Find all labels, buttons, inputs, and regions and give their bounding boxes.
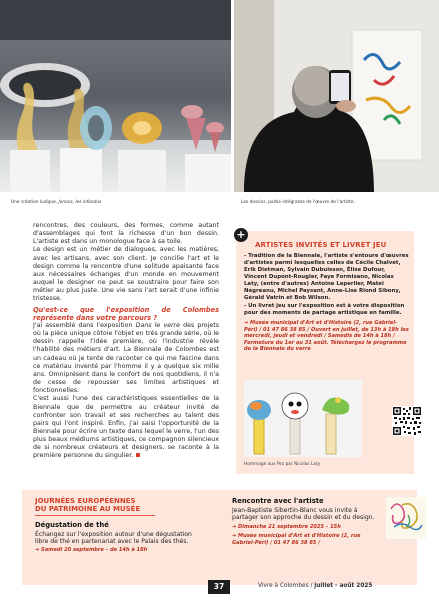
bottom-heading-line1: JOURNÉES EUROPÉENNES xyxy=(35,497,136,505)
article-question-heading: Qu'est-ce que l'exposition de Colombes représente dans votre parcours ? xyxy=(33,305,219,322)
page-number-box xyxy=(208,580,230,594)
meet-arrow-icon: ➔ xyxy=(232,524,239,531)
footer-mag-title: Vivre à Colombes xyxy=(258,583,309,589)
glass-sculptures-image xyxy=(0,0,231,192)
arrow-icon: ➔ xyxy=(244,320,251,326)
pez-dispensers-photo xyxy=(244,380,362,457)
meet-text: Jean-Baptiste Sibertin-Blanc vous invite à partager son approche du dessin et du design. xyxy=(232,506,375,522)
photo-glass-sculptures xyxy=(0,0,231,192)
meet-event xyxy=(232,497,384,547)
sidebar-content xyxy=(244,253,410,353)
tea-arrow-icon: ➔ xyxy=(35,547,42,554)
sidebar-title: ARTISTES INVITÉS ET LIVRET JEU xyxy=(255,241,387,249)
caption-left xyxy=(11,200,211,206)
article-paragraph-1: rencontres, des couleurs, des formes, comme autant d'assemblages qui font la richesse d'un bon dessin. L'artiste est dans un monologue face à sa toile. xyxy=(33,222,219,246)
tea-date-text: Samedi 20 septembre – de 14h à 18h xyxy=(41,547,148,554)
meet-info-text: Musée municipal d'Art et d'Histoire (2, rue Gabriel-Péri) / 01 47 86 38 85 / xyxy=(232,533,361,547)
article-p3-start: J'ai assemblé dans l'exposition xyxy=(33,321,136,329)
caption-left-plain: Une création xyxy=(11,200,40,205)
footer-issue: juillet - août 2025 xyxy=(314,583,373,589)
pez-dispensers-image xyxy=(244,380,362,457)
meet-title: Rencontre avec l'artiste xyxy=(232,497,324,505)
photo-visitor-smartphone xyxy=(234,0,439,192)
visitor-photographing-image xyxy=(234,0,439,192)
qr-code[interactable] xyxy=(392,406,422,436)
page-number: 37 xyxy=(213,582,225,591)
artist-drawing-thumbnail xyxy=(386,497,426,539)
tea-text: Échangez sur l'exposition autour d'une dégustation libre de thé en partenariat avec le Palais des thés. xyxy=(35,530,192,546)
meet-info xyxy=(232,533,384,547)
tea-date xyxy=(35,547,203,554)
meet-date xyxy=(232,524,384,531)
drawing-image xyxy=(386,497,426,539)
plus-icon: + xyxy=(236,228,246,241)
caption-right xyxy=(241,200,431,206)
footer-separator: / xyxy=(308,583,315,589)
tea-title: Dégustation de thé xyxy=(35,521,109,529)
bottom-heading-line2: DU PATRIMOINE AU MUSÉE xyxy=(35,505,141,514)
footer-magazine xyxy=(258,582,428,591)
article-p3-italic: Dans le verre xyxy=(135,321,181,329)
sidebar-item-artists: - Tradition de la Biennale, l'artiste s'entoure d'œuvres d'artistes parmi lesquelles celles de Cécile Chalvet, Erik Dietman, Sylvain Dubuisson, Élise Dufour, Vincent Dupont-Rougier, Faye Formisano, Nicolas Laty, (entre d'autres) Antoine Leperlier, Matei Négreanu, Michel Paysant, Anne-Lise Riond Sibony, Gérald Vatrin et Bob Wilson. xyxy=(244,253,409,301)
sidebar-museum-info xyxy=(244,320,410,353)
article-column xyxy=(33,222,219,461)
sidebar-item-booklet: - Un livret jeu sur l'exposition est à votre disposition pour des moments de partage artistique en famille. xyxy=(244,303,405,316)
meet-date-text: Dimanche 21 septembre 2025 – 15h xyxy=(238,524,341,531)
caption-right-text: Les dessins, partie intégrante de l'œuvre de l'artiste. xyxy=(241,200,355,205)
article-p4-text: C'est aussi l'une des caractéristiques essentielles de la Biennale que de permettre au créateur invité de confronter son travail et ses recherches au talent des pairs qui l'ont inspiré. Enfin, j'ai saisi l'opportunité de la Biennale pour écrire un texte dans lequel le verre, l'un des plus beaux médiums artistiques, ce compagnon silencieux de si nombreux créateurs et designers, se raconte à la première personne du singulier. xyxy=(33,395,219,460)
pez-photo-caption: Hommage aux Pez par Nicolas Laty xyxy=(244,462,321,467)
article-p3-end: des projets où la pièce unique côtoie l'objet en très grande série, où le dessin rappelle l'idée première, où l'industrie révèle l'habilité des métiers d'art. La Biennale de Colombes est un cadeau où je tente de raconter ce qui me fascine dans ce matériau inventé par l'homme il y a quelque six mille ans. Omniprésent dans le confort de nos quotidiens, il n'a de cesse de repousser ses limites artistiques et fonctionnelles. xyxy=(33,321,220,395)
plus-badge xyxy=(234,228,248,242)
qr-code-icon xyxy=(392,406,422,436)
meet-info-arrow-icon: ➔ xyxy=(232,533,239,540)
article-paragraph-4 xyxy=(33,395,219,460)
sidebar-info-text: Musée municipal d'Art et d'Histoire (2, rue Gabriel-Péri) / 01 47 86 38 85 / Ouvert en juillet, de 13h à 18h les mercredi, jeudi et vendredi / Samedis de 14h à 18h / Fermeture du 1er au 31 août. Téléchargez le programme de la Biennale du verre xyxy=(244,320,409,353)
article-paragraph-3 xyxy=(33,322,219,395)
end-of-article-mark xyxy=(136,453,140,457)
bottom-heading xyxy=(35,497,205,513)
caption-left-italic: ludique, Jonons, les infondus xyxy=(39,200,102,205)
bottom-heading-underline xyxy=(35,515,155,516)
article-paragraph-2: Le design est un métier de dialogues, avec les matières, avec les artisans, avec son client. Je concilie l'art et le design comme la rencontre d'une solitude apaisante face aux nécessaires échanges d'un monde en mouvement auquel le designer ne peut se soustraire pour faire son métier au plus juste. Une vie sans l'art serait d'une infinie tristesse. xyxy=(33,246,219,303)
tea-event xyxy=(35,521,203,554)
